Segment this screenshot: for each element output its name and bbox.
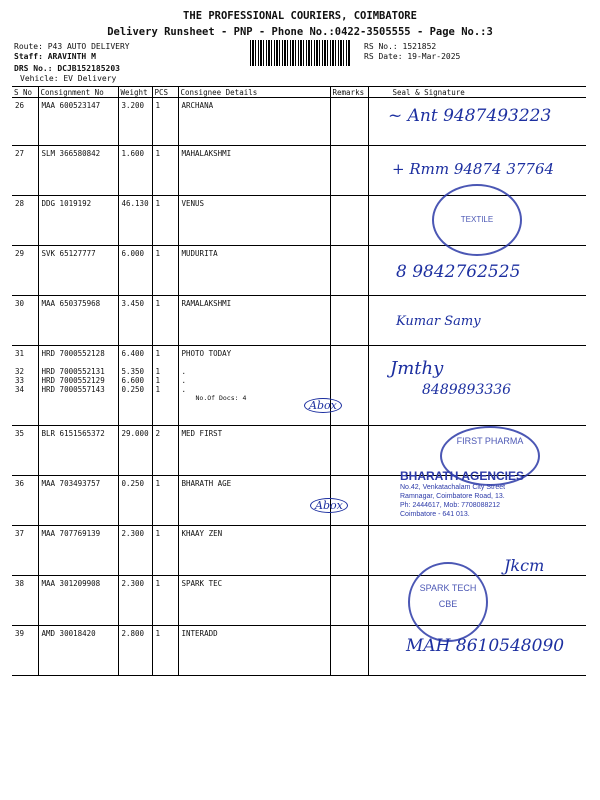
cell-weight [118,196,152,246]
cell-weight [118,626,152,676]
spark-stamp [408,562,488,642]
cell-sno-text: 29 [15,249,25,258]
cell-pcs-text: 1 [155,101,161,110]
cell-consignment-text: MAA 301209908 [41,579,101,588]
cell-consignee-text: BHARATH AGE [181,479,232,488]
cell-remarks [330,576,368,626]
cell-signature [368,526,586,576]
cell-consignment [38,346,118,426]
drs-number: DRS No.: DCJB152185203 [14,64,120,73]
cell-consignee-text: PHOTO TODAY . . . [181,349,232,394]
cell-weight-text: 1.600 [121,149,145,158]
rs-number: RS No.: 1521852 [364,42,437,51]
bharath-address1: No.42, Venkatachalam City Street [400,484,506,491]
cell-consignee-text: KHAAY ZEN [181,529,223,538]
cell-sno [12,476,38,526]
col-pcs: PCS [152,87,178,98]
cell-consignment [38,296,118,346]
cell-weight [118,576,152,626]
cell-pcs [152,526,178,576]
cell-sno [12,246,38,296]
cell-weight [118,246,152,296]
cell-consignment [38,526,118,576]
signature-27: + Rmm 94874 37764 [392,160,555,178]
cell-consignee [178,526,330,576]
signature-26: ~ Ant 9487493223 [388,106,552,126]
cell-weight-text: 3.450 [121,299,145,308]
cell-weight [118,98,152,146]
table-row [12,526,586,576]
barcode-image [250,40,350,66]
spark-city: CBE [438,599,458,609]
cell-consignee-text: RAMALAKSHMI [181,299,232,308]
cell-consignment [38,476,118,526]
cell-sno-text: 38 [15,579,25,588]
staff: Staff: ARAVINTH M [14,52,96,61]
cell-pcs [152,246,178,296]
cell-consignment-text: MAA 650375968 [41,299,101,308]
signature-29: 8 9842762525 [396,262,521,282]
rs-info [364,42,460,62]
cell-remarks [330,196,368,246]
cell-consignment [38,98,118,146]
cell-consignee [178,98,330,146]
cell-sno-text: 27 [15,149,25,158]
col-signature: Seal & Signature [368,87,586,98]
cell-weight-text: 46.130 [121,199,149,208]
signature-31: Jmthy [390,358,444,379]
cell-consignee [178,346,330,426]
col-consignee: Consignee Details [178,87,330,98]
cell-consignee [178,576,330,626]
bharath-stamp [400,469,525,519]
cell-remarks [330,426,368,476]
cell-pcs-text: 1 [155,249,161,258]
cell-weight-text: 2.800 [121,629,145,638]
cell-sno [12,98,38,146]
cell-remarks [330,346,368,426]
bharath-address2: Ramnagar, Coimbatore Road, 13. [400,493,505,500]
pharma-stamp: FIRST PHARMA [440,426,540,486]
cell-pcs-text: 2 [155,429,161,438]
cell-consignment [38,246,118,296]
cell-weight-text: 6.400 5.350 6.600 0.250 [121,349,145,394]
cell-consignment [38,626,118,676]
cell-weight [118,476,152,526]
cell-consignee-text: MED FIRST [181,429,223,438]
cell-weight [118,526,152,576]
cell-consignment-text: MAA 707769139 [41,529,101,538]
cell-sno-text: 28 [15,199,25,208]
cell-consignment-text: BLR 6151565372 [41,429,105,438]
cell-consignee [178,196,330,246]
cell-consignee [178,626,330,676]
cell-weight-text: 29.000 [121,429,149,438]
cell-consignee-text: ARCHANA [181,101,214,110]
cell-consignment-text: HRD 7000552128 HRD 7000552131 HRD 7000552129 HRD 7000557143 [41,349,105,394]
cell-sno [12,146,38,196]
cell-pcs-text: 1 [155,149,161,158]
cell-pcs-text: 1 1 1 1 [155,349,161,394]
cell-consignee [178,296,330,346]
cell-remarks [330,526,368,576]
cell-consignment [38,196,118,246]
cell-remarks [330,98,368,146]
cell-sno [12,526,38,576]
cell-sno [12,196,38,246]
cell-pcs [152,426,178,476]
bharath-name: BHARATH AGENCIES [400,469,525,483]
cell-consignment-text: AMD 30018420 [41,629,96,638]
cell-consignee [178,246,330,296]
cell-consignment-text: SVK 65127777 [41,249,96,258]
cell-remarks [330,296,368,346]
cell-consignment-text: MAA 703493757 [41,479,101,488]
signature-39: MAH 8610548090 [406,636,565,656]
cell-sno [12,576,38,626]
cell-consignment [38,426,118,476]
cell-remarks [330,626,368,676]
cell-remarks [330,246,368,296]
cell-consignee [178,476,330,526]
cell-pcs-text: 1 [155,479,161,488]
cell-consignee-text: MAHALAKSHMI [181,149,232,158]
cell-weight-text: 2.300 [121,579,145,588]
vehicle: Vehicle: EV Delivery [20,74,117,83]
cell-pcs [152,346,178,426]
company-title: THE PROFESSIONAL COURIERS, COIMBATORE [183,10,417,22]
cell-consignee-text: INTERADD [181,629,218,638]
cell-sno [12,626,38,676]
cell-pcs-text: 1 [155,629,161,638]
cell-sno-text: 26 [15,101,25,110]
cell-pcs-text: 1 [155,529,161,538]
table-header [12,87,586,98]
cell-pcs [152,576,178,626]
cell-pcs [152,196,178,246]
cell-pcs [152,476,178,526]
cell-sno-text: 39 [15,629,25,638]
cell-consignee-text: MUDURITA [181,249,218,258]
cell-pcs [152,98,178,146]
rs-date: RS Date: 19-Mar-2025 [364,52,461,61]
cell-consignment [38,576,118,626]
cell-sno [12,346,38,426]
cell-sno-text: 31 32 33 34 [15,349,25,394]
cell-weight-text: 0.250 [121,479,145,488]
bharath-phone: Ph: 2444617, Mob: 7708088212 [400,502,501,509]
cell-pcs-text: 1 [155,579,161,588]
cell-weight-text: 2.300 [121,529,145,538]
cell-weight-text: 6.000 [121,249,145,258]
cell-remarks [330,146,368,196]
cell-pcs-text: 1 [155,199,161,208]
cell-sno [12,426,38,476]
cell-sno-text: 35 [15,429,25,438]
col-weight: Weight [118,87,152,98]
runsheet-subtitle: Delivery Runsheet - PNP - Phone No.:0422-3505555 - Page No.:3 [107,26,493,38]
signature-37: Jkcm [504,556,545,575]
cell-pcs [152,626,178,676]
cell-weight [118,296,152,346]
cell-consignee-text: SPARK TEC [181,579,223,588]
col-sno: S No [12,87,38,98]
table-row [12,576,586,626]
cell-sno-text: 36 [15,479,25,488]
cell-pcs-text: 1 [155,299,161,308]
cell-consignee [178,426,330,476]
cell-consignment [38,146,118,196]
spark-name: SPARK TECH [419,583,477,593]
table-row [12,296,586,346]
route: Route: P43 AUTO DELIVERY [14,42,130,51]
cell-consignee-text: VENUS [181,199,205,208]
cell-pcs [152,146,178,196]
abox-mark-2: Abox [310,498,348,513]
col-consignment: Consignment No [38,87,118,98]
cell-weight [118,426,152,476]
cell-consignee [178,146,330,196]
cell-weight [118,146,152,196]
col-remarks: Remarks [330,87,368,98]
cell-consignment-text: SLM 366580842 [41,149,101,158]
cell-pcs [152,296,178,346]
docs-count: No.Of Docs: 4 [195,394,247,402]
textile-stamp: TEXTILE [432,184,522,256]
cell-consignment-text: MAA 600523147 [41,101,101,110]
bharath-city: Coimbatore - 641 013. [400,511,470,518]
route-info [14,42,130,84]
cell-sno-text: 30 [15,299,25,308]
abox-mark-1: Abox [304,398,342,413]
phone-31: 8489893336 [422,382,512,398]
cell-weight-text: 3.200 [121,101,145,110]
cell-sno-text: 37 [15,529,25,538]
cell-weight [118,346,152,426]
cell-sno [12,296,38,346]
signature-30: Kumar Samy [396,314,481,329]
cell-consignment-text: DDG 1019192 [41,199,92,208]
